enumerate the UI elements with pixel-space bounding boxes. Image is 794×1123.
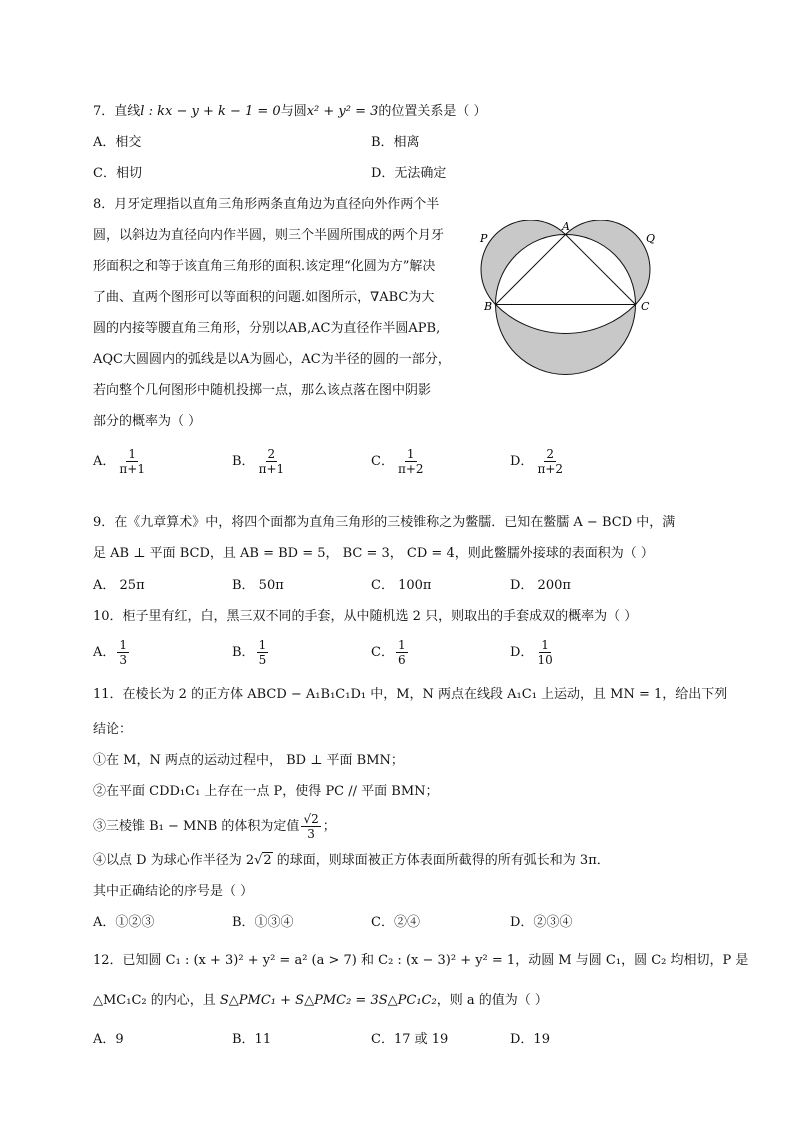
q7-option-a: A．相交 bbox=[93, 135, 142, 150]
fraction-denominator: 6 bbox=[397, 653, 406, 667]
q11-s3-fraction bbox=[301, 812, 320, 841]
label-q: Q bbox=[646, 232, 656, 245]
q12-area-equation: S△PMC₁ + S△PMC₂ = 3S△PC₁C₂ bbox=[219, 993, 437, 1008]
label-a: A bbox=[562, 220, 570, 233]
q8-lune-figure bbox=[478, 220, 684, 380]
q11-line-2: 结论： bbox=[93, 722, 133, 737]
q10-option-c-label: C． bbox=[371, 645, 394, 660]
q8-option-d-fraction bbox=[535, 447, 565, 476]
q10-option-d-label: D． bbox=[510, 645, 534, 660]
q8-option-a bbox=[93, 447, 149, 476]
label-b: B bbox=[484, 300, 493, 313]
q8-option-b bbox=[232, 447, 288, 476]
fraction-denominator: 3 bbox=[307, 827, 315, 841]
q11-option-a: A．①②③ bbox=[93, 915, 155, 930]
q8-option-c-fraction bbox=[396, 447, 426, 476]
fraction-denominator: 3 bbox=[119, 653, 128, 667]
q12-line-2-end: ，则 a 的值为（ ） bbox=[436, 993, 548, 1008]
q12-option-d: D．19 bbox=[510, 1032, 550, 1047]
q7-text-a: 直线 bbox=[114, 104, 141, 119]
fraction-numerator: 1 bbox=[541, 638, 549, 652]
q8-line-5: 圆的内接等腰直角三角形，分别以AB,AC为直径作半圆APB, bbox=[93, 321, 441, 336]
q8-option-b-label: B． bbox=[232, 454, 255, 469]
q12-line-2 bbox=[93, 991, 548, 1011]
sqrt-radicand: 2 bbox=[263, 853, 272, 868]
q10-option-d bbox=[510, 638, 557, 667]
q7-circle-equation: x² + y² = 3 bbox=[306, 104, 379, 119]
q7-text-b: 与圆 bbox=[280, 104, 307, 119]
q11-option-d: D．②③④ bbox=[510, 915, 573, 930]
q7-option-c: C．相切 bbox=[93, 166, 142, 181]
q11-s3-end: ； bbox=[322, 819, 336, 834]
fraction-numerator: 2 bbox=[267, 447, 276, 461]
q8-option-a-label: A． bbox=[93, 454, 116, 469]
fraction-numerator: √2 bbox=[303, 812, 319, 826]
q7-stem bbox=[93, 102, 487, 122]
q12-option-a: A．9 bbox=[93, 1032, 124, 1047]
fraction-denominator: 10 bbox=[537, 653, 553, 667]
q11-s3-text: ③三棱锥 B₁ − MNB 的体积为定值 bbox=[93, 819, 300, 834]
q11-s4-end: 的球面，则球面被正方体表面所截得的所有弧长和为 3π． bbox=[272, 853, 610, 868]
fraction-denominator: π+2 bbox=[397, 462, 424, 476]
q12-option-c: C．17 或 19 bbox=[371, 1032, 449, 1047]
q10-option-a-label: A． bbox=[93, 645, 116, 660]
fraction-numerator: 2 bbox=[546, 447, 555, 461]
fraction-numerator: 1 bbox=[119, 638, 128, 652]
q9-option-b: B． 50π bbox=[232, 578, 284, 593]
q10-line-1: 10．柜子里有红，白，黑三双不同的手套，从中随机选 2 只，则取出的手套成双的概率为（ ） bbox=[93, 609, 638, 624]
fraction-numerator: 1 bbox=[128, 447, 136, 461]
q10-option-b bbox=[232, 638, 270, 667]
q9-line-1: 9．在《九章算术》中，将四个面都为直角三角形的三棱锥称之为鳖臑．已知在鳖臑 A − BCD 中，满 bbox=[93, 515, 676, 530]
q10-option-c-fraction bbox=[396, 638, 408, 667]
q7-text-c: 的位置关系是（ ） bbox=[378, 104, 487, 119]
q8-option-c bbox=[371, 447, 428, 476]
q11-statement-4 bbox=[93, 851, 610, 871]
q7-line-equation: l : kx − y + k − 1 = 0 bbox=[140, 104, 281, 119]
fraction-numerator: 1 bbox=[258, 638, 267, 652]
q11-prompt: 其中正确结论的序号是（ ） bbox=[93, 884, 254, 899]
q8-line-3: 形面积之和等于该直角三角形的面积.该定理“化圆为方”解决 bbox=[93, 259, 436, 274]
q10-option-b-fraction bbox=[257, 638, 269, 667]
label-c: C bbox=[641, 300, 650, 313]
q8-option-c-label: C． bbox=[371, 454, 394, 469]
q9-option-a: A． 25π bbox=[93, 578, 145, 593]
q11-statement-2: ②在平面 CDD₁C₁ 上存在一点 P，使得 PC // 平面 BMN； bbox=[93, 784, 439, 799]
q8-line-6: AQC大圆圆内的弧线是以A为圆心，AC为半径的圆的一部分， bbox=[93, 352, 451, 367]
q10-option-a bbox=[93, 638, 131, 667]
fraction-denominator: π+2 bbox=[537, 462, 564, 476]
fraction-numerator: 1 bbox=[397, 638, 406, 652]
q12-line-1: 12．已知圆 C₁ : (x + 3)² + y² = a² (a > 7) 和 C₂ : (x − 3)² + y² = 1，动圆 M 与圆 C₁，圆 C₂ 均相切，P 是 bbox=[93, 953, 749, 968]
q11-option-c: C．②④ bbox=[371, 915, 420, 930]
q10-option-c bbox=[371, 638, 410, 667]
q11-statement-1: ①在 M，N 两点的运动过程中， BD ⊥ 平面 BMN； bbox=[93, 753, 404, 768]
q12-line-2-text: △MC₁C₂ 的内心，且 bbox=[93, 993, 220, 1008]
q8-option-a-fraction bbox=[117, 447, 147, 476]
q8-line-2: 圆，以斜边为直径向内作半圆，则三个半圆所围成的两个月牙 bbox=[93, 228, 445, 243]
fraction-denominator: π+1 bbox=[258, 462, 285, 476]
q8-option-b-fraction bbox=[257, 447, 287, 476]
q11-statement-3 bbox=[93, 812, 336, 841]
q10-option-d-fraction bbox=[535, 638, 554, 667]
q9-option-d: D． 200π bbox=[510, 578, 571, 593]
q11-s4-text: ④以点 D 为球心作半径为 2 bbox=[93, 853, 255, 868]
q9-line-2: 足 AB ⊥ 平面 BCD，且 AB = BD = 5， BC = 3， CD = 4，则此鳖臑外接球的表面积为（ ） bbox=[93, 546, 654, 561]
q8-line-4: 了曲、直两个图形可以等面积的问题.如图所示，∇ABC为大 bbox=[93, 290, 435, 305]
q12-option-b: B．11 bbox=[232, 1032, 272, 1047]
q8-line-1: 8．月牙定理指以直角三角形两条直角边为直径向外作两个半 bbox=[93, 197, 440, 212]
fraction-numerator: 1 bbox=[406, 447, 415, 461]
q8-line-8: 部分的概率为（ ） bbox=[93, 414, 202, 429]
q7-option-b: B．相离 bbox=[371, 135, 420, 150]
q8-option-d-label: D． bbox=[510, 454, 534, 469]
q10-option-b-label: B． bbox=[232, 645, 255, 660]
sqrt-symbol: √2 bbox=[254, 853, 272, 868]
q10-option-a-fraction bbox=[117, 638, 129, 667]
q8-option-d bbox=[510, 447, 567, 476]
q7-option-d: D．无法确定 bbox=[371, 166, 447, 181]
label-p: P bbox=[480, 232, 488, 245]
q8-line-7: 若向整个几何图形中随机投掷一点，那么该点落在图中阴影 bbox=[93, 383, 432, 398]
q11-line-1: 11．在棱长为 2 的正方体 ABCD − A₁B₁C₁D₁ 中，M，N 两点在线段 A₁C₁ 上运动，且 MN = 1，给出下列 bbox=[93, 687, 728, 702]
fraction-denominator: π+1 bbox=[119, 462, 145, 476]
fraction-denominator: 5 bbox=[258, 653, 267, 667]
q9-option-c: C． 100π bbox=[371, 578, 432, 593]
q7-number: 7． bbox=[93, 104, 115, 119]
q11-option-b: B．①③④ bbox=[232, 915, 294, 930]
